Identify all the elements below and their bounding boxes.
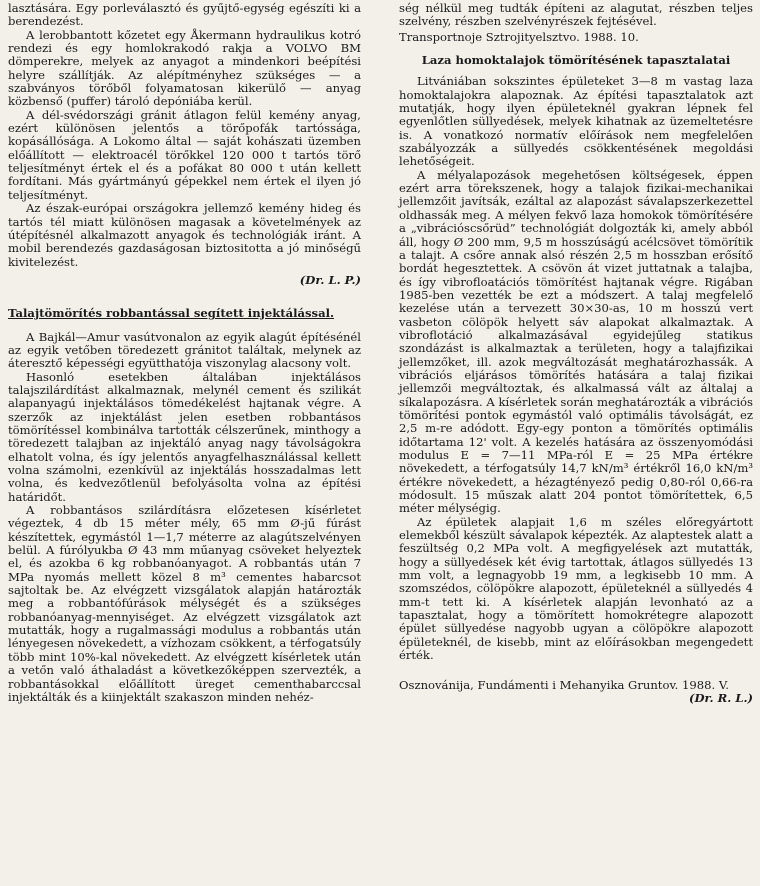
source-citation: Osznovánija, Fundámenti i Mehanyika Gruntov. 1988. V. bbox=[399, 677, 729, 692]
spacer bbox=[399, 663, 753, 677]
left-column bbox=[8, 2, 361, 704]
author-signature: (Dr. R. L.) bbox=[688, 690, 753, 705]
paragraph: Az épületek alapjait 1,6 m széles előregyártott elemekből készült sávalapok képezték. Az alaptestek alatt a feszültség 0,2 MPa volt. A megfigyelések azt mutatták, hogy a süllyedések két évig tartottak, átlagos süllyedés 13 mm volt, a legnagyobb 19 mm, a legkisebb 10 mm. A szomszédos, cölöpökre alapozott, épületeknél a süllyedés 4 mm-t tett ki. A kísérletek alapján levonható az a tapasztalat, hogy a tömörített homokrétegre alapozott épület süllyedése nagyobb ugyan a cölöpökre alapozott épületeknél, de kisebb, mint az előírásokban megengedett érték. bbox=[399, 514, 753, 663]
author-signature: (Dr. L. P.) bbox=[299, 272, 361, 287]
paragraph: ség nélkül meg tudták építeni az alagutat, részben teljes szelvény, részben szelvényrészek fejtésével. bbox=[399, 1, 753, 29]
paragraph: Litvániában sokszintes épületeket 3—8 m vastag laza homoktalajokra alapoznak. Az építési tapasztalatok azt mutatják, hogy ilyen épületeknél gyakran lépnek fel egyenlőtlen süllyedések, melyek kihatnak az üzemeltetésre is. A vonatkozó normatív előírások nem megfelelően szabályozzák a süllyedés csökkentésének megoldási lehetőségeit. bbox=[399, 74, 753, 169]
article-title bbox=[8, 307, 361, 320]
paragraph: Hasonló esetekben általában injektálásos talajszilárdítást alkalmaznak, melynél cement és szilikát alapanyagú injektálásos tömedékelést hajtanak végre. A szerzők az injektálást jelen esetben robbantásos tömörítéssel kombinálva tartották célszerűnek, minthogy a töredezett talajban az injektáló anyag nagy távolságokra elhatolt volna, és így jelentős anyagfelhasználással kellett volna számolni, ezenkívül az injektálás hosszadalmas lett volna, és kedvezőtlenül befolyásolta volna az építési határidőt. bbox=[8, 369, 361, 504]
paragraph: A dél-svédországi gránit átlagon felül kemény anyag, ezért különösen jelentős a törőpofák tartóssága, kopásállósága. A Lokomo által — saját kohászati üzemben előállított — elektroacél törőkkel 120 000 t tartós törő teljesítményt értek el és a pofákat 80 000 t után kellett fordítani. Más gyártmányú gépekkel nem értek el ilyen jó teljesítményt. bbox=[8, 107, 361, 202]
right-column bbox=[399, 2, 753, 705]
article-title-text: Talajtömörítés robbantással segített injektálással. bbox=[8, 306, 335, 321]
paragraph: A mélyalapozások megehetősen költségesek, éppen ezért arra törekszenek, hogy a talajok fizikai-mechanikai jellemzőit javítsák, ezáltal az alapozást sávalapszerkezettel oldhassák meg. A mélyen fekvő laza homokok tömörítésére a „vibrációscsőrüd” technológiát dolgozták ki, amely abból áll, hogy Ø 200 mm, 9,5 m hosszúságú acélcsövet tömörítik a talajt. A csőre annak alsó részén 2,5 m hosszban erősítő bordát hegesztettek. A csövön át vizet juttatnak a talajba, és így vibrofloatációs tömörítést hajtanak végre. Rigában 1985-ben vezették be ezt a módszert. A talaj megfelelő kezelése után a tervezett 30×30-as, 10 m hosszú vert vasbeton cölöpök helyett sáv alapokat alkalmaztak. A vibroflotáció alkalmazásával egyidejűleg statikus szondázást is alkalmaztak a területen, hogy a talajfizikai jellemzőket, ill. azok megváltozását meghatározhassák. A vibrációs eljárásos tömörítés hatására a talaj fizikai jellemzői megváltoztak, és alkalmassá vált az általaj a síkalapozásra. A kísérletek során meghatározták a vibrációs tömörítési pontok egymástól való optimális távolságát, ez 2,5 m-re adódott. Egy-egy ponton a tömörítés optimális időtartama 12' volt. A kezelés hatására az összenyomódási modulus E = 7—11 MPa-ról E = 25 MPa értékre növekedett, a térfogatsúly 14,7 kN/m³ értékről 16,0 kN/m³ értékre növekedett, a hézagtényező pedig 0,80-ról 0,66-ra módosult. 15 műszak alatt 204 pontot tömörítettek, 6,5 méter mélységig. bbox=[399, 167, 753, 516]
paragraph: Az észak-európai országokra jellemző kemény hideg és tartós tél miatt különösen magasak a követelmények az útépítésnél alkalmazott anyagok és technológiák iránt. A mobil berendezés gazdaságosan biztositotta a jó minőségű kivitelezést. bbox=[8, 201, 361, 269]
paragraph: A lerobbantott kőzetet egy Åkermann hydraulikus kotró rendezi és egy homlokrakodó rakja a VOLVO BM dömperekre, melyek az anyagot a mindenkori beépítési helyre szállítják. Az alépítményhez szükséges — a szabványos törőből folyamatosan kikerülő — anyag közbenső (puffer) tároló depóniába kerül. bbox=[8, 27, 361, 109]
paragraph: A Bajkál—Amur vasútvonalon az egyik alagút építésénél az egyik vetőben töredezett gránitot találtak, melynek az áteresztő képességi együtthatója viszonylag alacsony volt. bbox=[8, 329, 361, 371]
paragraph: lasztására. Egy porleválasztó és gyűjtő-egység egészíti ki a berendezést. bbox=[8, 1, 361, 29]
paragraph: A robbantásos szilárdításra előzetesen kísérletet végeztek, 4 db 15 méter mély, 65 mm Ø-jű fúrást készítettek, egymástól 1—1,7 méterre az alagútszelvényen belül. A fúrólyukba Ø 43 mm műanyag csöveket helyeztek el, és azokba 6 kg robbanóanyagot. A robbantás után 7 MPa nyomás mellett közel 8 m³ cementes habarcsot sajtoltak be. Az elvégzett vizsgálatok alapján határozták meg a robbantófúrások mélységét és a szükséges robbanóanyag-mennyiséget. Az elvégzett vizsgálatok azt mutatták, hogy a rugalmassági modulus a robbantás után lényegesen növekedett, a vízhozam csökkent, a térfogatsúly több mint 10%-kal növekedett. Az elvégzett kísérletek után a vetőn való áthaladást a következőképpen szervezték, a robbantásokkal előállított üreget cementhabarccsal injektálták és a kiinjektált szakaszon minden nehéz- bbox=[8, 503, 361, 704]
article-title: Laza homoktalajok tömörítésének tapasztalatai bbox=[421, 53, 731, 68]
source-citation: Transportnoje Sztrojityelsztvo. 1988. 10. bbox=[399, 29, 639, 44]
